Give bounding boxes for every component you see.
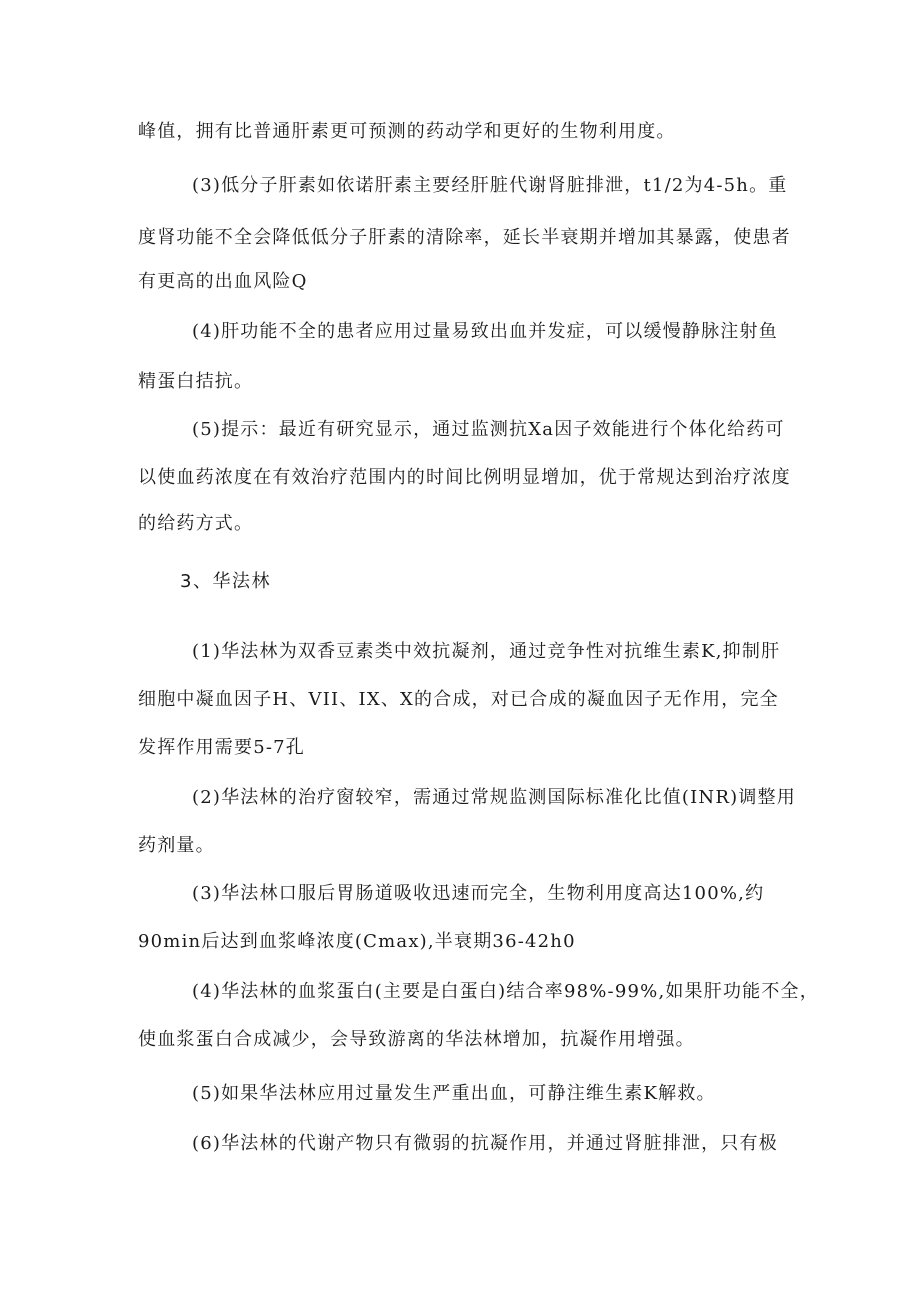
text-line: (5)如果华法林应用过量发生严重出血，可静注维生素K解救。 [192, 1083, 716, 1104]
text-line: 以使血药浓度在有效治疗范围内的时间比例明显增加，优于常规达到治疗浓度 [138, 467, 791, 488]
text-line: 精蛋白拮抗。 [138, 371, 254, 392]
text-line: 的给药方式。 [138, 513, 254, 534]
text-line: (4)肝功能不全的患者应用过量易致出血并发症，可以缓慢静脉注射鱼 [192, 321, 778, 342]
text-line: (2)华法林的治疗窗较窄，需通过常规监测国际标准化比值(INR)调整用 [192, 787, 796, 808]
section-heading: 3、华法林 [180, 571, 271, 592]
text-line: 药剂量。 [138, 835, 215, 856]
text-line: 度肾功能不全会降低低分子肝素的清除率，延长半衰期并增加其暴露，使患者 [138, 227, 791, 248]
text-line: 发挥作用需要5-7孔 [138, 737, 305, 758]
text-line: 峰值，拥有比普通肝素更可预测的药动学和更好的生物利用度。 [138, 121, 676, 142]
text-line: (3)低分子肝素如依诺肝素主要经肝脏代谢肾脏排泄，t1/2为4-5h。重 [192, 175, 788, 196]
text-line: 有更高的出血风险Q [138, 271, 308, 292]
text-line: 使血浆蛋白合成减少，会导致游离的华法林增加，抗凝作用增强。 [138, 1029, 695, 1050]
text-line: 细胞中凝血因子H、VII、IX、X的合成，对已合成的凝血因子无作用，完全 [138, 689, 779, 710]
text-line: (1)华法林为双香豆素类中效抗凝剂，通过竞争性对抗维生素K,抑制肝 [192, 641, 781, 662]
text-line: (3)华法林口服后胃肠道吸收迅速而完全，生物利用度高达100%,约 [192, 883, 765, 904]
text-line: 90min后达到血浆峰浓度(Cmax),半衰期36-42h0 [138, 931, 576, 952]
text-line: (6)华法林的代谢产物只有微弱的抗凝作用，并通过肾脏排泄，只有极 [192, 1133, 778, 1154]
text-line: (5)提示：最近有研究显示，通过监测抗Xa因子效能进行个体化给药可 [192, 419, 785, 440]
text-line: (4)华法林的血浆蛋白(主要是白蛋白)结合率98%-99%,如果肝功能不全， [192, 981, 819, 1002]
